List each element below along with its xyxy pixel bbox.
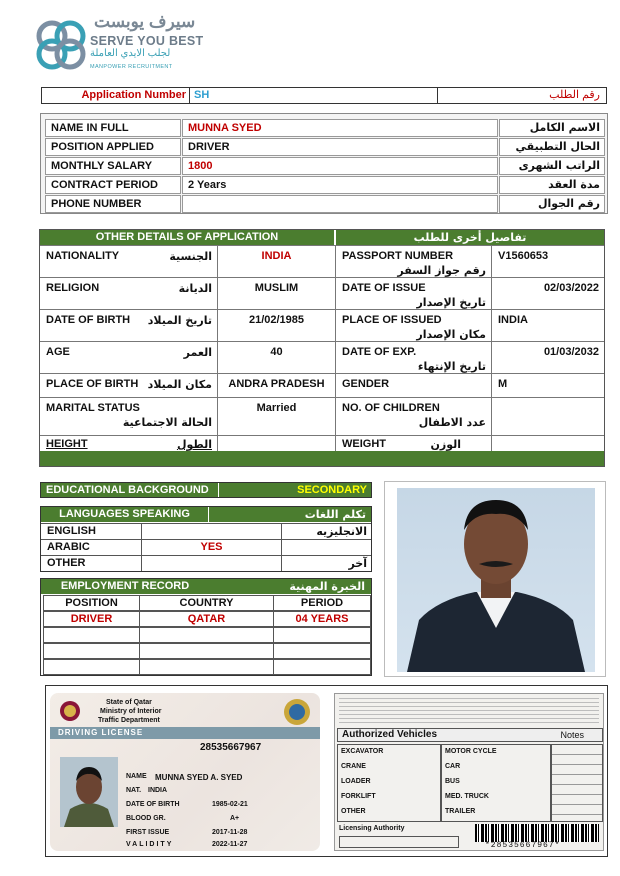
contract-value: 2 Years — [182, 176, 498, 194]
position-label-ar: الحال التطبيقي — [499, 138, 605, 156]
license-name-label: NAME — [126, 773, 147, 780]
age-value: 40 — [270, 346, 283, 358]
vehicle-item: MOTOR CYCLE — [445, 748, 497, 755]
license-front — [50, 693, 320, 851]
table-cell — [43, 643, 140, 659]
license-name-value: MUNNA SYED A. SYED — [155, 773, 243, 782]
gcc-emblem-icon — [282, 697, 312, 727]
name-label-ar: الاسم الكامل — [499, 119, 605, 137]
education-row — [40, 482, 372, 498]
table-cell — [273, 643, 371, 659]
table-row — [40, 373, 604, 397]
language-name: ENGLISH — [41, 524, 142, 539]
vehicles-right-column — [441, 744, 551, 822]
table-row — [41, 555, 371, 571]
issue-place-value: INDIA — [498, 314, 528, 326]
license-issue-value: 2017-11-28 — [212, 829, 248, 836]
license-number: 28535667967 — [200, 742, 262, 753]
table-row — [45, 157, 605, 175]
issue-place-label: PLACE OF ISSUED — [342, 314, 442, 326]
pob-label: PLACE OF BIRTH — [46, 378, 139, 390]
education-value: SECONDARY — [297, 484, 367, 496]
issue-date-value: 02/03/2022 — [543, 282, 599, 294]
table-cell — [139, 659, 274, 675]
table-row — [40, 245, 604, 277]
weight-label: WEIGHT — [342, 438, 386, 450]
marital-value: Married — [256, 402, 297, 414]
application-number-label-ar: رقم الطلب — [549, 89, 600, 101]
language-value — [142, 524, 282, 539]
table-row — [40, 309, 604, 341]
dob-label: DATE OF BIRTH — [46, 314, 131, 326]
passport-value: V1560653 — [498, 250, 549, 262]
language-name: OTHER — [41, 556, 142, 571]
salary-label-ar: الراتب الشهرى — [499, 157, 605, 175]
language-value — [142, 556, 282, 571]
language-value: YES — [142, 540, 282, 555]
table-cell — [273, 627, 371, 643]
license-validity-label: VALIDITY — [126, 841, 174, 848]
table-row — [40, 341, 604, 373]
salary-value: 1800 — [182, 157, 498, 175]
pob-label-ar: مكان الميلاد — [147, 378, 212, 391]
vehicle-item: EXCAVATOR — [341, 748, 384, 755]
religion-value: MUSLIM — [254, 282, 299, 294]
vehicle-item: TRAILER — [445, 808, 476, 815]
logo-knot-icon — [34, 18, 88, 72]
languages-header-ar: تكلم اللغات — [304, 508, 366, 521]
license-nat-label: NAT. — [126, 787, 142, 794]
table-row — [45, 176, 605, 194]
dob-value: 21/02/1985 — [248, 314, 305, 326]
phone-value — [182, 195, 498, 213]
authorized-vehicles-bar — [337, 728, 603, 742]
column-header: COUNTRY — [139, 595, 274, 611]
height-label-ar: الطول — [176, 438, 212, 451]
weight-label-ar: الوزن — [430, 438, 461, 451]
name-label: NAME IN FULL — [45, 119, 181, 137]
position-value: DRIVER — [182, 138, 498, 156]
vehicle-item: LOADER — [341, 778, 371, 785]
table-cell — [43, 659, 140, 675]
company-logo — [34, 14, 204, 76]
age-label: AGE — [46, 346, 70, 358]
salary-label: MONTHLY SALARY — [45, 157, 181, 175]
issue-date-label: DATE OF ISSUE — [342, 282, 426, 294]
height-label: HEIGHT — [46, 438, 88, 450]
authorized-vehicles-title: Authorized Vehicles — [342, 729, 438, 740]
table-row — [43, 627, 371, 643]
license-photo — [60, 757, 118, 827]
vehicle-item: MED. TRUCK — [445, 793, 489, 800]
table-row — [45, 138, 605, 156]
exp-date-label: DATE OF EXP. — [342, 346, 417, 358]
marital-label-ar: الحالة الاجتماعية — [122, 416, 212, 429]
license-back-fineprint — [339, 698, 599, 724]
languages-header-en: LANGUAGES SPEAKING — [41, 507, 209, 522]
table-row — [40, 397, 604, 435]
licensing-authority-label: Licensing Authority — [339, 825, 405, 832]
signature-box — [339, 836, 459, 848]
vehicles-left-column — [337, 744, 441, 822]
education-label: EDUCATIONAL BACKGROUND — [41, 483, 219, 497]
table-row — [45, 195, 605, 213]
exp-date-label-ar: تاريخ الإنتهاء — [417, 360, 486, 373]
column-header: PERIOD — [273, 595, 371, 611]
phone-label-ar: رقم الجوال — [499, 195, 605, 213]
children-label-ar: عدد الاطفال — [418, 416, 486, 429]
application-number-row — [41, 87, 607, 104]
table-cell — [43, 627, 140, 643]
applicant-photo — [384, 481, 606, 677]
personal-info-table — [40, 113, 608, 214]
table-row — [40, 435, 604, 452]
employment-header-en: EMPLOYMENT RECORD — [60, 580, 190, 592]
logo-english-title: SERVE YOU BEST — [90, 34, 204, 48]
qatar-emblem-icon — [58, 699, 82, 725]
license-ministry: Ministry of Interior — [100, 708, 162, 715]
license-back — [334, 693, 604, 851]
religion-label: RELIGION — [46, 282, 100, 294]
issue-date-label-ar: تاريخ الإصدار — [416, 296, 486, 309]
vehicle-item: FORKLIFT — [341, 793, 376, 800]
table-row — [41, 523, 371, 539]
barcode — [475, 824, 599, 842]
employment-table — [40, 578, 372, 676]
vehicle-item: CAR — [445, 763, 461, 770]
pob-value: ANDRA PRADESH — [228, 378, 325, 390]
languages-table — [40, 506, 372, 572]
language-name: ARABIC — [41, 540, 142, 555]
driving-license-scan — [45, 685, 608, 857]
table-row — [41, 539, 371, 555]
phone-label: PHONE NUMBER — [45, 195, 181, 213]
vehicle-item: OTHER — [341, 808, 366, 815]
contract-label: CONTRACT PERIOD — [45, 176, 181, 194]
other-details-header-ar: تفاصيل أخرى للطلب — [336, 230, 604, 245]
other-details-footer — [40, 451, 604, 466]
vehicle-item: BUS — [445, 778, 460, 785]
issue-place-label-ar: مكان الإصدار — [416, 328, 486, 341]
table-cell: QATAR — [139, 611, 274, 627]
languages-header — [41, 507, 371, 522]
name-value: MUNNA SYED — [182, 119, 498, 137]
gender-label: GENDER — [342, 378, 390, 390]
position-label: POSITION APPLIED — [45, 138, 181, 156]
table-cell — [273, 659, 371, 675]
logo-arabic-title: سيرف يوبست — [94, 12, 196, 31]
contract-label-ar: مدة العقد — [499, 176, 605, 194]
gender-value: M — [498, 378, 508, 390]
application-number-label: Application Number — [42, 88, 190, 103]
age-label-ar: العمر — [183, 346, 212, 359]
employment-header-ar: الخبرة المهنية — [289, 580, 365, 593]
license-blood-value: A+ — [230, 815, 240, 822]
license-dob-value: 1985-02-21 — [212, 801, 248, 808]
table-cell — [139, 627, 274, 643]
religion-label-ar: الديانة — [178, 282, 212, 295]
table-cell — [139, 643, 274, 659]
passport-label-ar: رقم جواز السفر — [397, 264, 486, 277]
vehicle-item: CRANE — [341, 763, 366, 770]
notes-label: Notes — [560, 730, 584, 740]
nationality-value: INDIA — [261, 250, 292, 262]
marital-label: MARITAL STATUS — [46, 402, 140, 414]
notes-box — [551, 744, 603, 822]
other-details-header: OTHER DETAILS OF APPLICATION — [40, 230, 335, 245]
nationality-label-ar: الجنسية — [169, 250, 212, 263]
license-dept: Traffic Department — [98, 717, 160, 724]
license-state: State of Qatar — [106, 699, 152, 706]
employment-header — [41, 579, 371, 594]
language-name-ar: آخر — [348, 557, 367, 570]
person-portrait-icon — [397, 488, 595, 672]
language-name-ar: الانجليزيه — [316, 525, 367, 538]
license-dob-label: DATE OF BIRTH — [126, 801, 180, 808]
table-row — [45, 119, 605, 137]
table-header-row — [43, 595, 371, 611]
dob-label-ar: تاريخ الميلاد — [147, 314, 212, 327]
barcode-number: *28535667967* — [485, 841, 561, 850]
column-header: POSITION — [43, 595, 140, 611]
license-issue-label: FIRST ISSUE — [126, 829, 170, 836]
application-number-value: SH — [190, 88, 438, 103]
exp-date-value: 01/03/2032 — [543, 346, 599, 358]
nationality-label: NATIONALITY — [46, 250, 120, 262]
children-label: NO. OF CHILDREN — [342, 402, 440, 414]
license-blood-label: BLOOD GR. — [126, 815, 166, 822]
table-cell: 04 YEARS — [273, 611, 371, 627]
license-banner: DRIVING LICENSE — [50, 727, 320, 739]
license-nat-value: INDIA — [148, 787, 168, 794]
table-row — [43, 611, 371, 627]
logo-english-subtitle: MANPOWER RECRUITMENT — [90, 64, 173, 70]
table-cell: DRIVER — [43, 611, 140, 627]
table-row — [43, 659, 371, 675]
other-details-table — [39, 229, 605, 467]
table-row — [40, 277, 604, 309]
license-portrait-icon — [60, 757, 118, 827]
table-row — [43, 643, 371, 659]
logo-arabic-subtitle: لجلب الايدي العاملة — [90, 48, 171, 59]
passport-label: PASSPORT NUMBER — [342, 250, 454, 262]
license-validity-value: 2022-11-27 — [212, 841, 248, 848]
